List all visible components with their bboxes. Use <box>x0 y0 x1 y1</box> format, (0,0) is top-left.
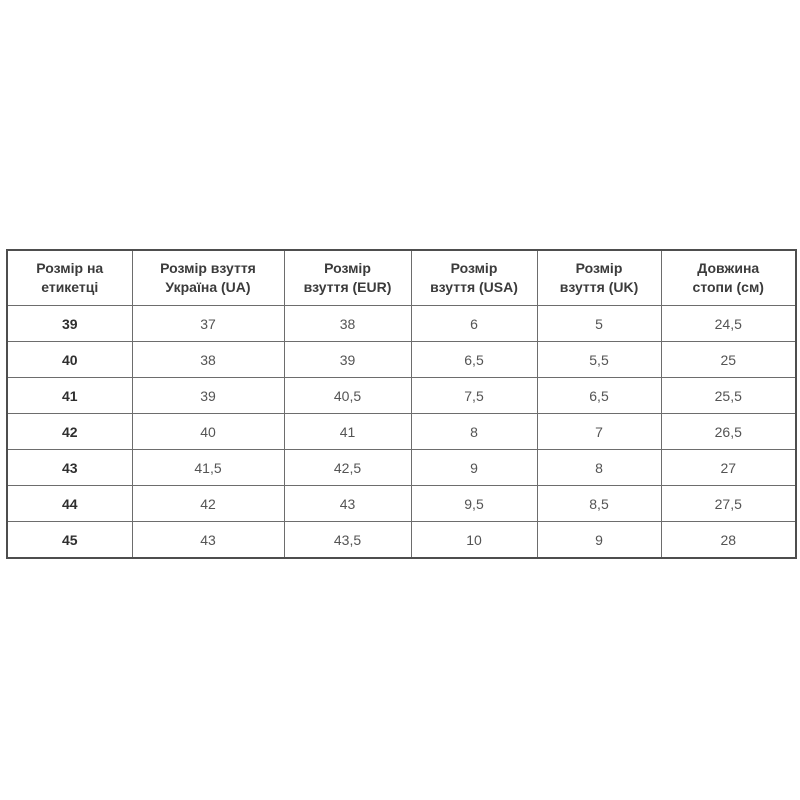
table-row <box>7 306 796 342</box>
foot-length-cell: 26,5 <box>661 414 796 450</box>
column-header-eur-size <box>284 250 411 306</box>
column-header-usa-size <box>411 250 537 306</box>
foot-length-cell: 27,5 <box>661 486 796 522</box>
header-line: стопи (см) <box>692 279 764 295</box>
ua-size-cell: 43 <box>132 522 284 559</box>
foot-length-cell: 25 <box>661 342 796 378</box>
shoe-size-conversion-table <box>6 249 797 559</box>
label-size-cell: 43 <box>7 450 132 486</box>
label-size-cell: 41 <box>7 378 132 414</box>
usa-size-cell: 7,5 <box>411 378 537 414</box>
label-size-cell: 44 <box>7 486 132 522</box>
table-body <box>7 306 796 559</box>
usa-size-cell: 6,5 <box>411 342 537 378</box>
header-line: Розмір на <box>36 260 104 276</box>
eur-size-cell: 43 <box>284 486 411 522</box>
eur-size-cell: 40,5 <box>284 378 411 414</box>
table-row <box>7 450 796 486</box>
eur-size-cell: 43,5 <box>284 522 411 559</box>
label-size-cell: 40 <box>7 342 132 378</box>
usa-size-cell: 9,5 <box>411 486 537 522</box>
table-row <box>7 522 796 559</box>
ua-size-cell: 40 <box>132 414 284 450</box>
eur-size-cell: 42,5 <box>284 450 411 486</box>
header-line: Україна (UA) <box>165 279 251 295</box>
column-header-foot-length <box>661 250 796 306</box>
label-size-cell: 39 <box>7 306 132 342</box>
uk-size-cell: 8,5 <box>537 486 661 522</box>
header-line: взуття (USA) <box>430 279 518 295</box>
foot-length-cell: 24,5 <box>661 306 796 342</box>
usa-size-cell: 9 <box>411 450 537 486</box>
foot-length-cell: 27 <box>661 450 796 486</box>
header-line: взуття (UK) <box>559 279 639 295</box>
uk-size-cell: 6,5 <box>537 378 661 414</box>
header-line: Довжина <box>697 260 760 276</box>
eur-size-cell: 41 <box>284 414 411 450</box>
size-conversion-table-container <box>6 249 797 559</box>
header-line: етикетці <box>41 279 99 295</box>
header-line: Розмір <box>575 260 623 276</box>
label-size-cell: 42 <box>7 414 132 450</box>
ua-size-cell: 42 <box>132 486 284 522</box>
column-header-label-size <box>7 250 132 306</box>
uk-size-cell: 9 <box>537 522 661 559</box>
column-header-ua-size <box>132 250 284 306</box>
header-line: взуття (EUR) <box>303 279 392 295</box>
column-header-uk-size <box>537 250 661 306</box>
eur-size-cell: 39 <box>284 342 411 378</box>
foot-length-cell: 28 <box>661 522 796 559</box>
ua-size-cell: 41,5 <box>132 450 284 486</box>
table-row <box>7 342 796 378</box>
usa-size-cell: 8 <box>411 414 537 450</box>
uk-size-cell: 5 <box>537 306 661 342</box>
usa-size-cell: 10 <box>411 522 537 559</box>
label-size-cell: 45 <box>7 522 132 559</box>
ua-size-cell: 39 <box>132 378 284 414</box>
uk-size-cell: 5,5 <box>537 342 661 378</box>
table-row <box>7 414 796 450</box>
table-row <box>7 378 796 414</box>
ua-size-cell: 38 <box>132 342 284 378</box>
header-line: Розмір взуття <box>160 260 256 276</box>
header-line: Розмір <box>324 260 371 276</box>
header-line: Розмір <box>450 260 498 276</box>
usa-size-cell: 6 <box>411 306 537 342</box>
table-row <box>7 486 796 522</box>
uk-size-cell: 8 <box>537 450 661 486</box>
eur-size-cell: 38 <box>284 306 411 342</box>
uk-size-cell: 7 <box>537 414 661 450</box>
foot-length-cell: 25,5 <box>661 378 796 414</box>
table-header-row <box>7 250 796 306</box>
ua-size-cell: 37 <box>132 306 284 342</box>
